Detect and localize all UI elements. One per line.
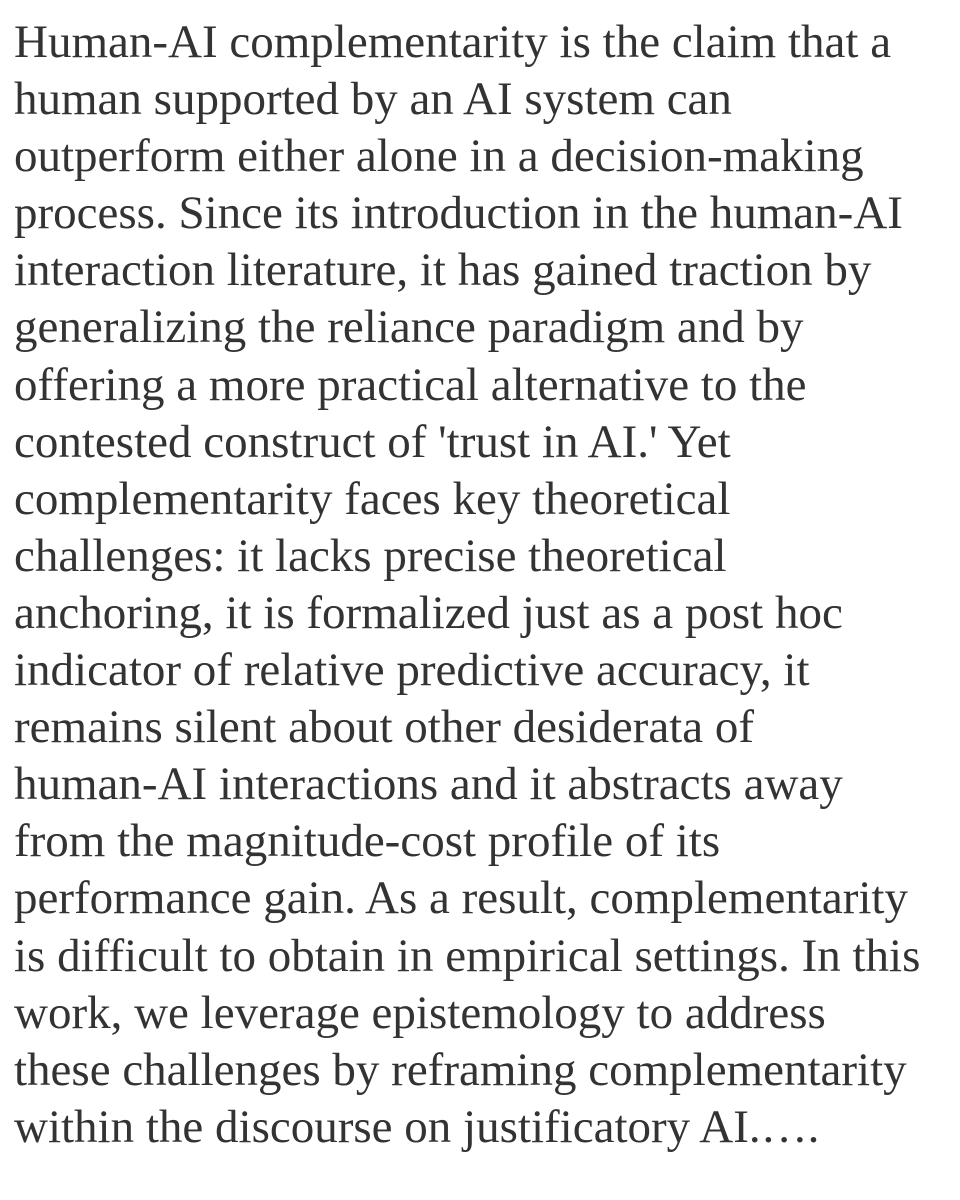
text-line: performance gain. As a result, complementarity (14, 872, 908, 925)
text-line: work, we leverage epistemology to address (14, 986, 826, 1039)
text-line: generalizing the reliance paradigm and by (14, 301, 804, 354)
text-line: indicator of relative predictive accuracy, it (14, 644, 810, 697)
text-line: within the discourse on justificatory AI.…. (14, 1100, 820, 1153)
abstract-text-block (14, 14, 954, 1156)
text-line: contested construct of 'trust in AI.' Yet (14, 415, 731, 468)
text-line: process. Since its introduction in the human-AI (14, 187, 903, 240)
text-line: from the magnitude-cost profile of its (14, 815, 721, 868)
text-line: human supported by an AI system can (14, 73, 732, 126)
text-line: human-AI interactions and it abstracts away (14, 758, 843, 811)
text-line: challenges: it lacks precise theoretical (14, 529, 727, 582)
text-line: offering a more practical alternative to the (14, 358, 807, 411)
text-line: anchoring, it is formalized just as a post hoc (14, 586, 843, 639)
text-line: these challenges by reframing complementarity (14, 1043, 907, 1096)
text-line: remains silent about other desiderata of (14, 701, 754, 754)
text-line: interaction literature, it has gained traction by (14, 244, 872, 297)
text-line: Human-AI complementarity is the claim that a (14, 16, 892, 68)
text-line: is difficult to obtain in empirical settings. In this (14, 929, 921, 982)
text-line: complementarity faces key theoretical (14, 472, 731, 525)
text-line: outperform either alone in a decision-making (14, 130, 864, 183)
